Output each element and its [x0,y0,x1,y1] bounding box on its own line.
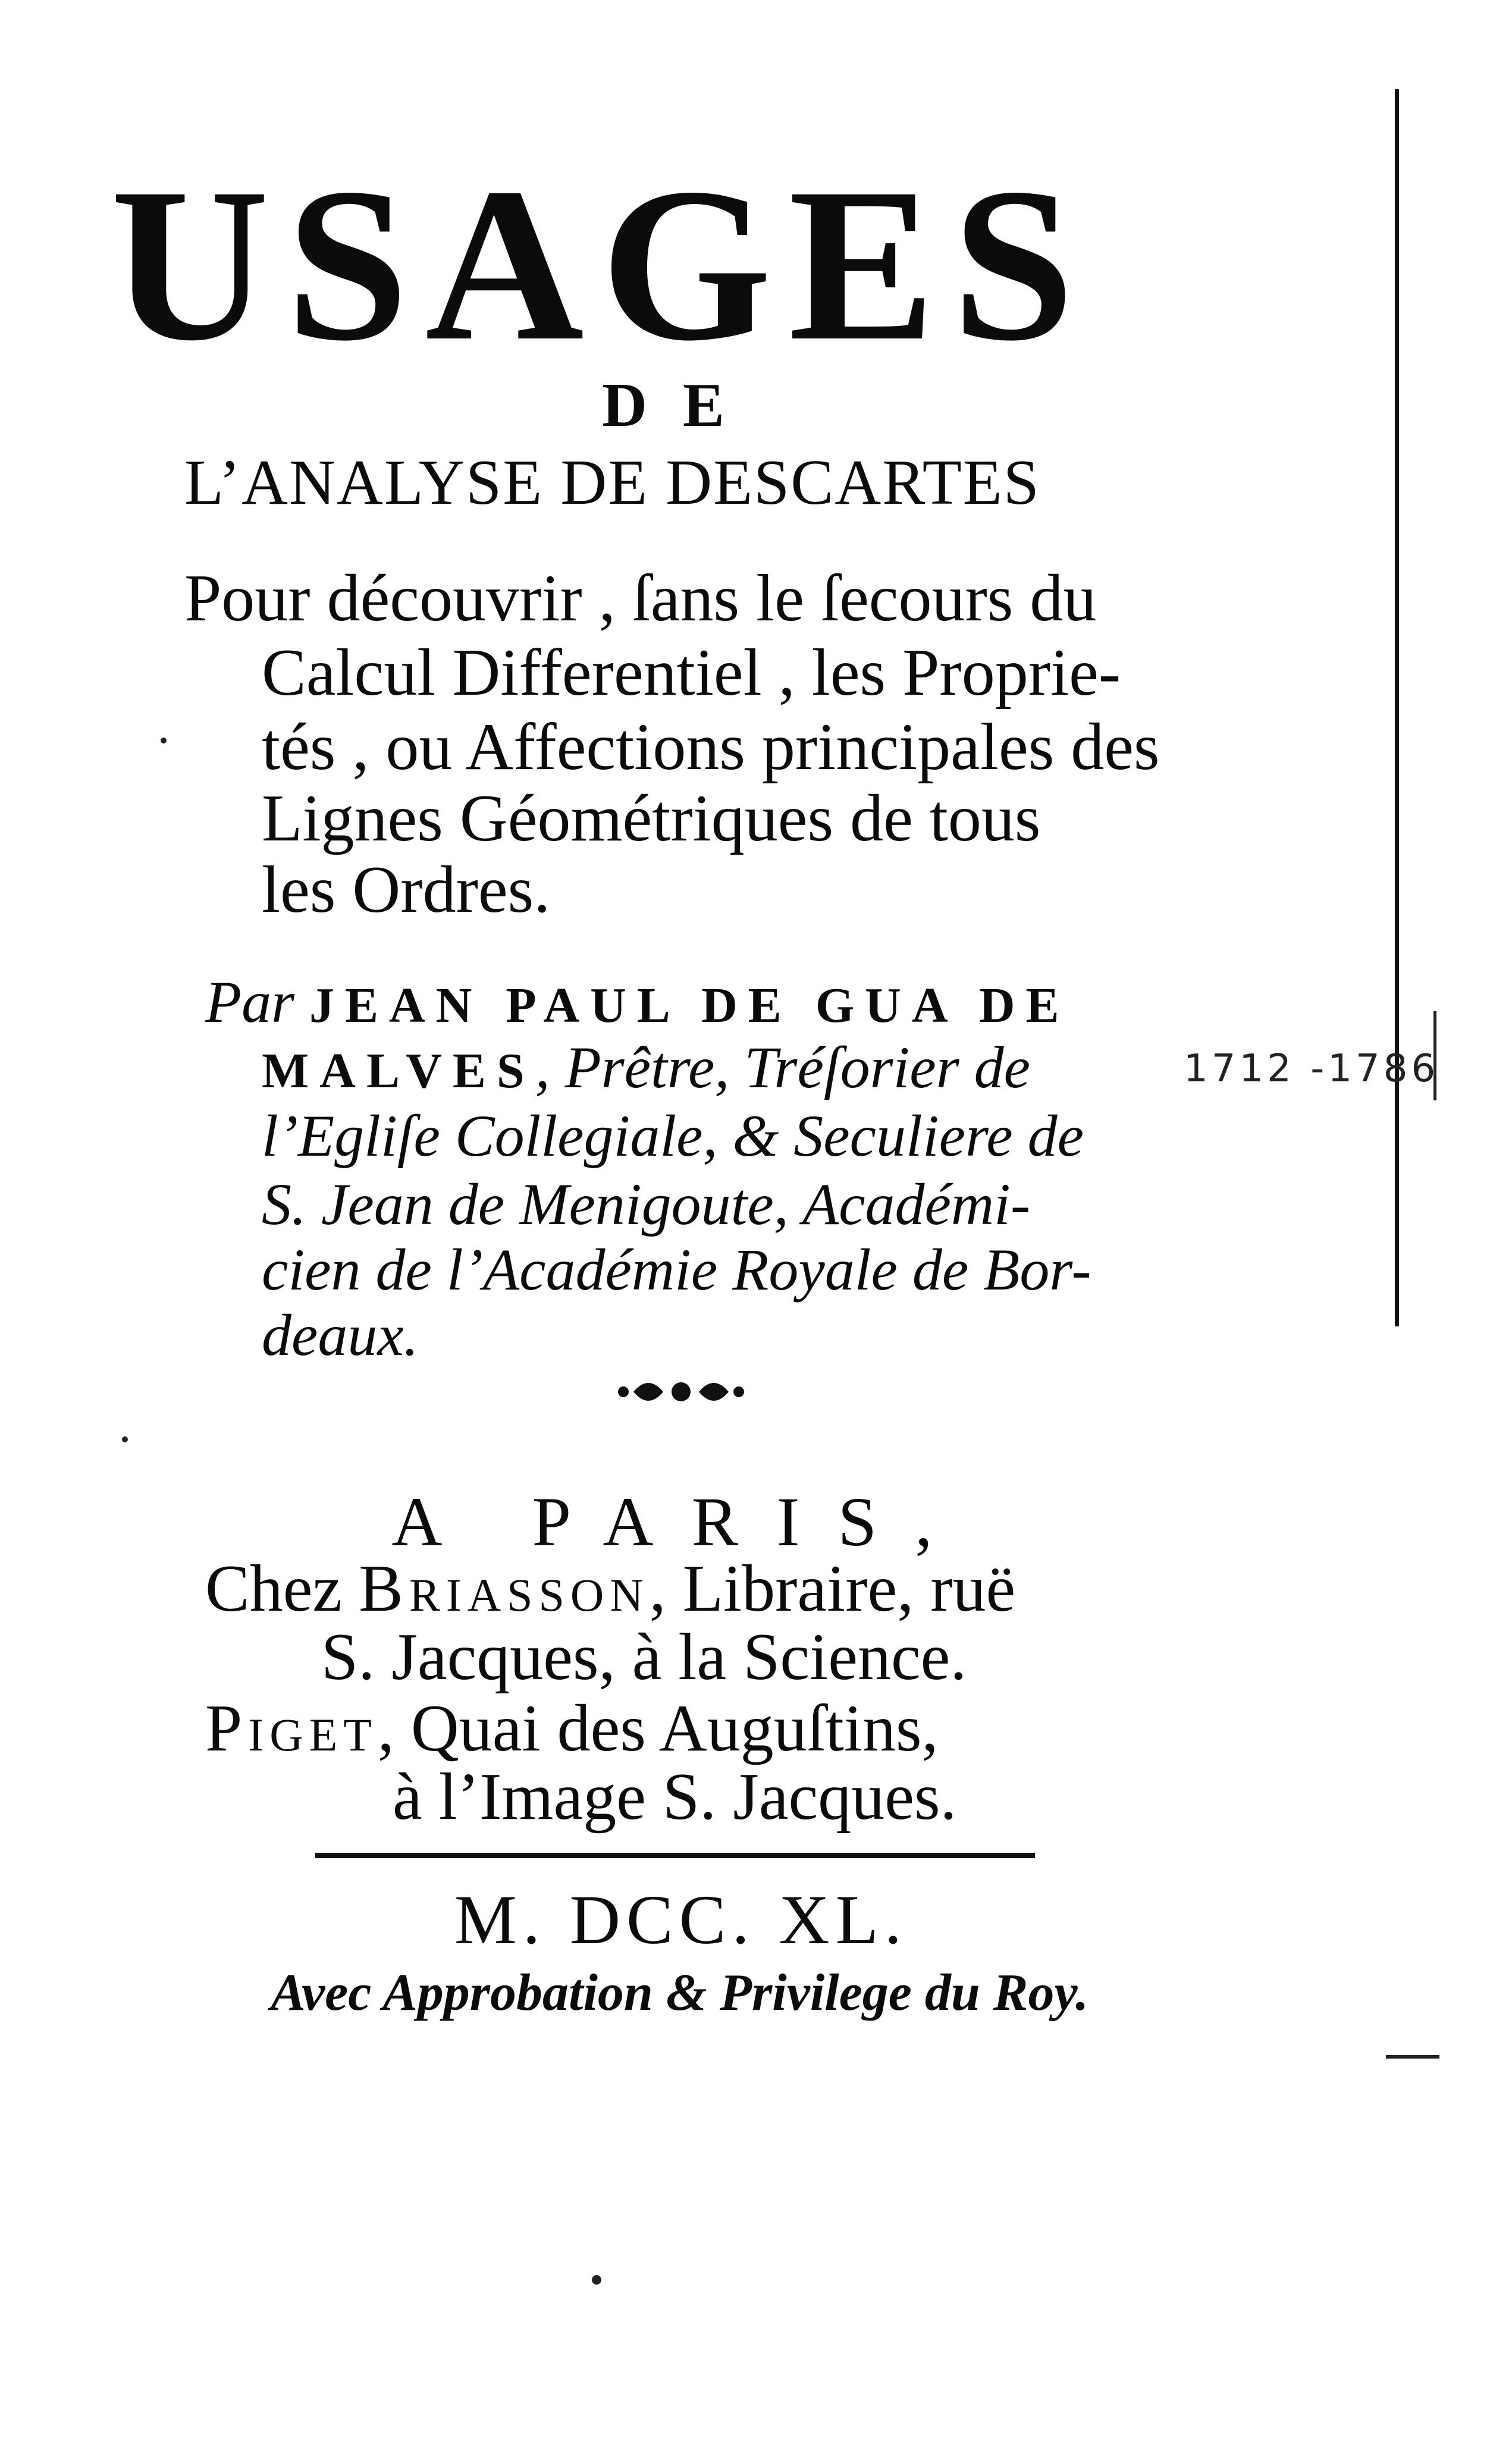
speck [592,2275,601,2285]
edge-dash [1386,2055,1439,2059]
description-line: Pour découvrir , ſans le ſecours du [184,561,1097,635]
description-line: Lignes Géométriques de tous [262,782,1041,855]
title-de: DE [602,370,760,440]
publisher-briasson: Briasson [359,1552,650,1626]
approbation: Avec Approbation & Privilege du Roy. [271,1964,1089,2022]
author-par: Par [205,969,294,1035]
speck [122,1436,128,1442]
publication-year: M. DCC. XL. [454,1881,908,1959]
imprint-rest: , Quai des Auguſtins, [377,1692,939,1765]
handwritten-dates: 1712 -1786 [1184,1047,1439,1091]
horizontal-rule [315,1853,1035,1858]
author-title: , Prêtre, Tréſorier de [535,1034,1030,1100]
description-line: Calcul Differentiel , les Proprie- [262,636,1121,710]
author-line: l’Egliſe Collegiale, & Seculiere de [262,1103,1084,1169]
author-name: JEAN PAUL DE GUA DE [309,978,1070,1033]
imprint-chez: Chez [205,1552,343,1626]
imprint-rest: , Libraire, ruë [649,1552,1016,1626]
imprint-line [205,1692,939,1765]
imprint-line: à l’Image S. Jacques. [393,1760,957,1834]
imprint-line [205,1552,1016,1626]
author-line: deaux. [262,1302,419,1368]
imprint-line: S. Jacques, à la Science. [321,1620,967,1694]
fleuron-ornament [613,1368,749,1416]
description-line: tés , ou Affections principales des [262,710,1160,784]
author-line: cien de l’Académie Royale de Bor- [262,1237,1091,1303]
publisher-piget: Piget [205,1692,378,1765]
author-line [262,1034,1030,1100]
author-line [205,969,1070,1035]
imprint-place: A PARIS, [391,1483,971,1561]
description-line: les Ordres. [262,853,551,927]
book-title: USAGES [110,143,1091,387]
author-name-cont: MALVES [262,1043,535,1099]
subtitle: L’ANALYSE DE DESCARTES [184,447,1040,518]
author-line: S. Jean de Menigoute, Académi- [262,1171,1031,1237]
speck [161,738,167,743]
margin-rule [1395,89,1399,1326]
